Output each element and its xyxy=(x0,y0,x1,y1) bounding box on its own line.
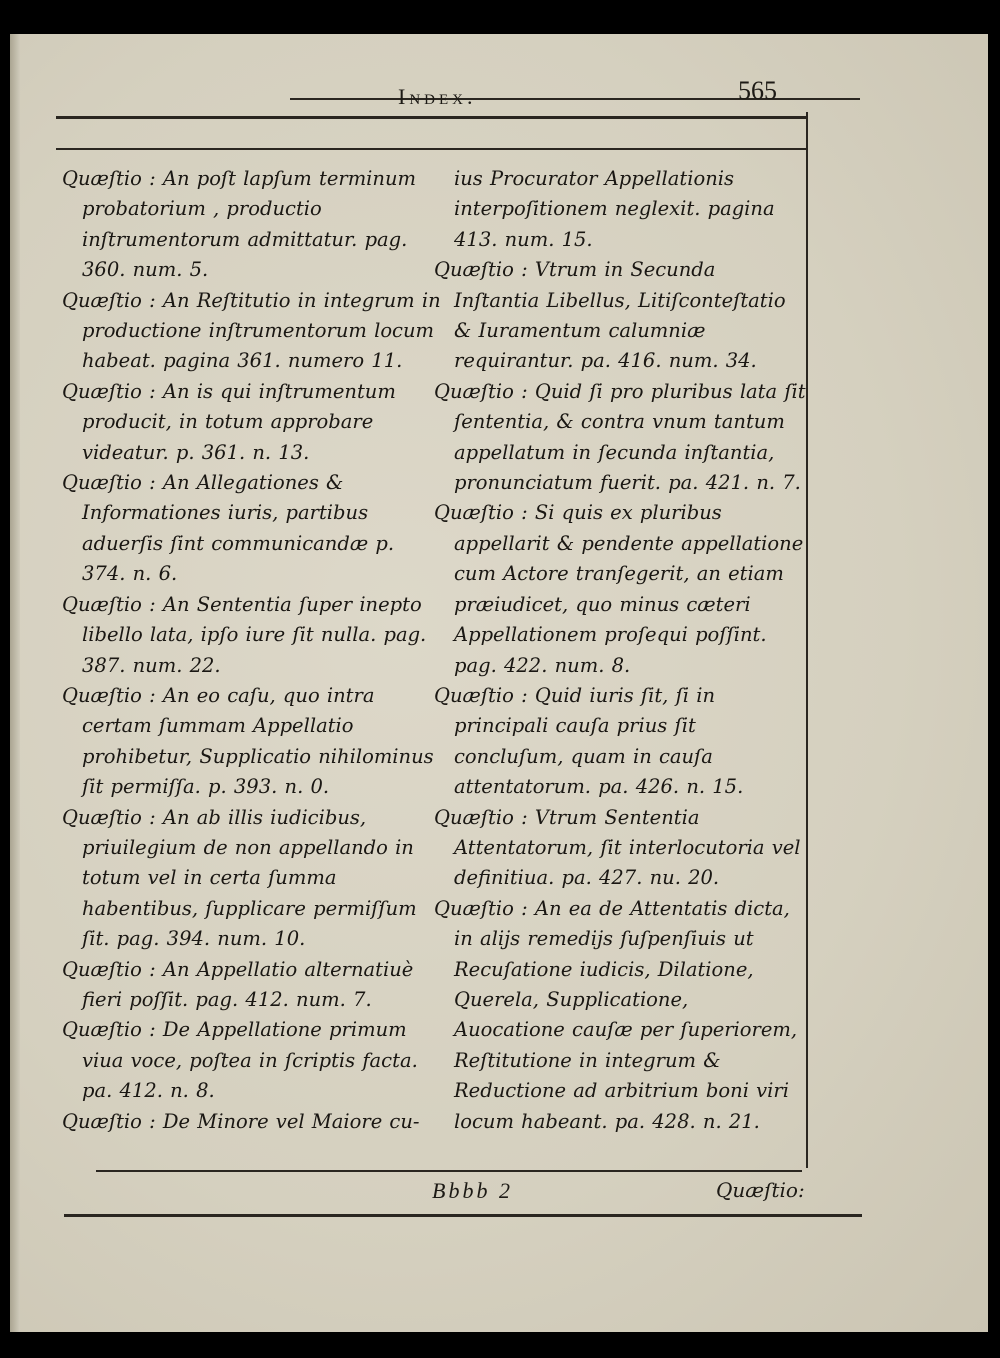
bottom-thick-rule xyxy=(64,1214,862,1217)
page-number: 565 xyxy=(738,76,777,105)
index-entry: Quæſtio : Vtrum Sententia Attentatorum, ſit interlocutoria vel definitiua. pa. 427. nu. 20. xyxy=(434,805,801,890)
index-column-left xyxy=(62,164,442,1137)
index-entry: Quæſtio : Quid ſi pro pluribus lata ſit ſententia, & contra vnum tantum appellatum in ſecunda inſtantia, pronunciatum fuerit. pa. 421. n. 7. xyxy=(434,379,806,495)
index-entry: Quæſtio : An is qui inſtrumentum producit, in totum approbare videatur. p. 361. n. 13. xyxy=(62,379,396,464)
index-entry: Quæſtio : An Appellatio alternatiuè fieri poſſit. pag. 412. num. 7. xyxy=(62,957,414,1011)
index-entry: Quæſtio : An ab illis iudicibus, priuilegium de non appellando in totum vel in certa ſumma habentibus, ſupplicare permiſſum ſit. pag. 394. num. 10. xyxy=(62,805,417,951)
index-entry: Quæſtio : An Sententia ſuper inepto libello lata, ipſo iure ſit nulla. pag. 387. num. 22. xyxy=(62,592,427,677)
index-entry: Quæſtio : An ea de Attentatis dicta, in alijs remedijs ſuſpenſiuis ut Recuſatione iudicis, Dilatione, Querela, Supplicatione, Auocatione cauſæ per ſuperiorem, Reſtitutione in integrum & Reductione ad arbitrium boni viri locum habeant. pa. 428. n. 21. xyxy=(434,896,798,1133)
index-column-right xyxy=(434,164,806,1137)
right-margin-rule xyxy=(806,112,808,1168)
index-entry: Quæſtio : An Allegationes & Informationes iuris, partibus aduerſis ſint communicandæ p. 374. n. 6. xyxy=(62,471,395,586)
index-entry: Quæſtio : De Minore vel Maiore cu- xyxy=(62,1109,420,1133)
footer-rule xyxy=(96,1170,802,1172)
page-edge-shadow xyxy=(10,34,20,1332)
header-top-rule xyxy=(56,116,806,119)
index-entry: Quæſtio : Si quis ex pluribus appellarit & pendente appellatione cum Actore tranſegerit, an etiam præiudicet, quo minus cæteri Appellationem proſequi poſſint. pag. 422. num. 8. xyxy=(434,501,804,677)
signature-mark: Bbbb 2 xyxy=(432,1178,513,1203)
index-entry: Quæſtio : De Appellatione primum viua voce, poſtea in ſcriptis facta. pa. 412. n. 8. xyxy=(62,1018,418,1103)
catchword: Quæſtio: xyxy=(716,1178,805,1202)
header-bottom-rule xyxy=(56,148,806,150)
index-entry: Quæſtio : An eo caſu, quo intra certam ſummam Appellatio prohibetur, Supplicatio nihilominus ſit permiſſa. p. 393. n. 0. xyxy=(62,683,434,799)
index-entry: Quæſtio : Quid iuris ſit, ſi in principali cauſa prius ſit concluſum, quam in cauſa attentatorum. pa. 426. n. 15. xyxy=(434,683,744,799)
index-entry: Quæſtio : An Reſtitutio in integrum in productione inſtrumentorum locum habeat. pagina 361. numero 11. xyxy=(62,288,441,373)
index-entry-continued: ius Procurator Appellationis interpoſitionem neglexit. pagina 413. num. 15. xyxy=(454,167,775,251)
index-entry: Quæſtio : Vtrum in Secunda Inſtantia Libellus, Litiſconteſtatio & Iuramentum calumniæ requirantur. pa. 416. num. 34. xyxy=(434,258,786,373)
index-entry: Quæſtio : An poſt lapſum terminum probatorium , productio inſtrumentorum admittatur. pag. 360. num. 5. xyxy=(62,167,417,282)
running-head: Index. xyxy=(398,84,477,109)
